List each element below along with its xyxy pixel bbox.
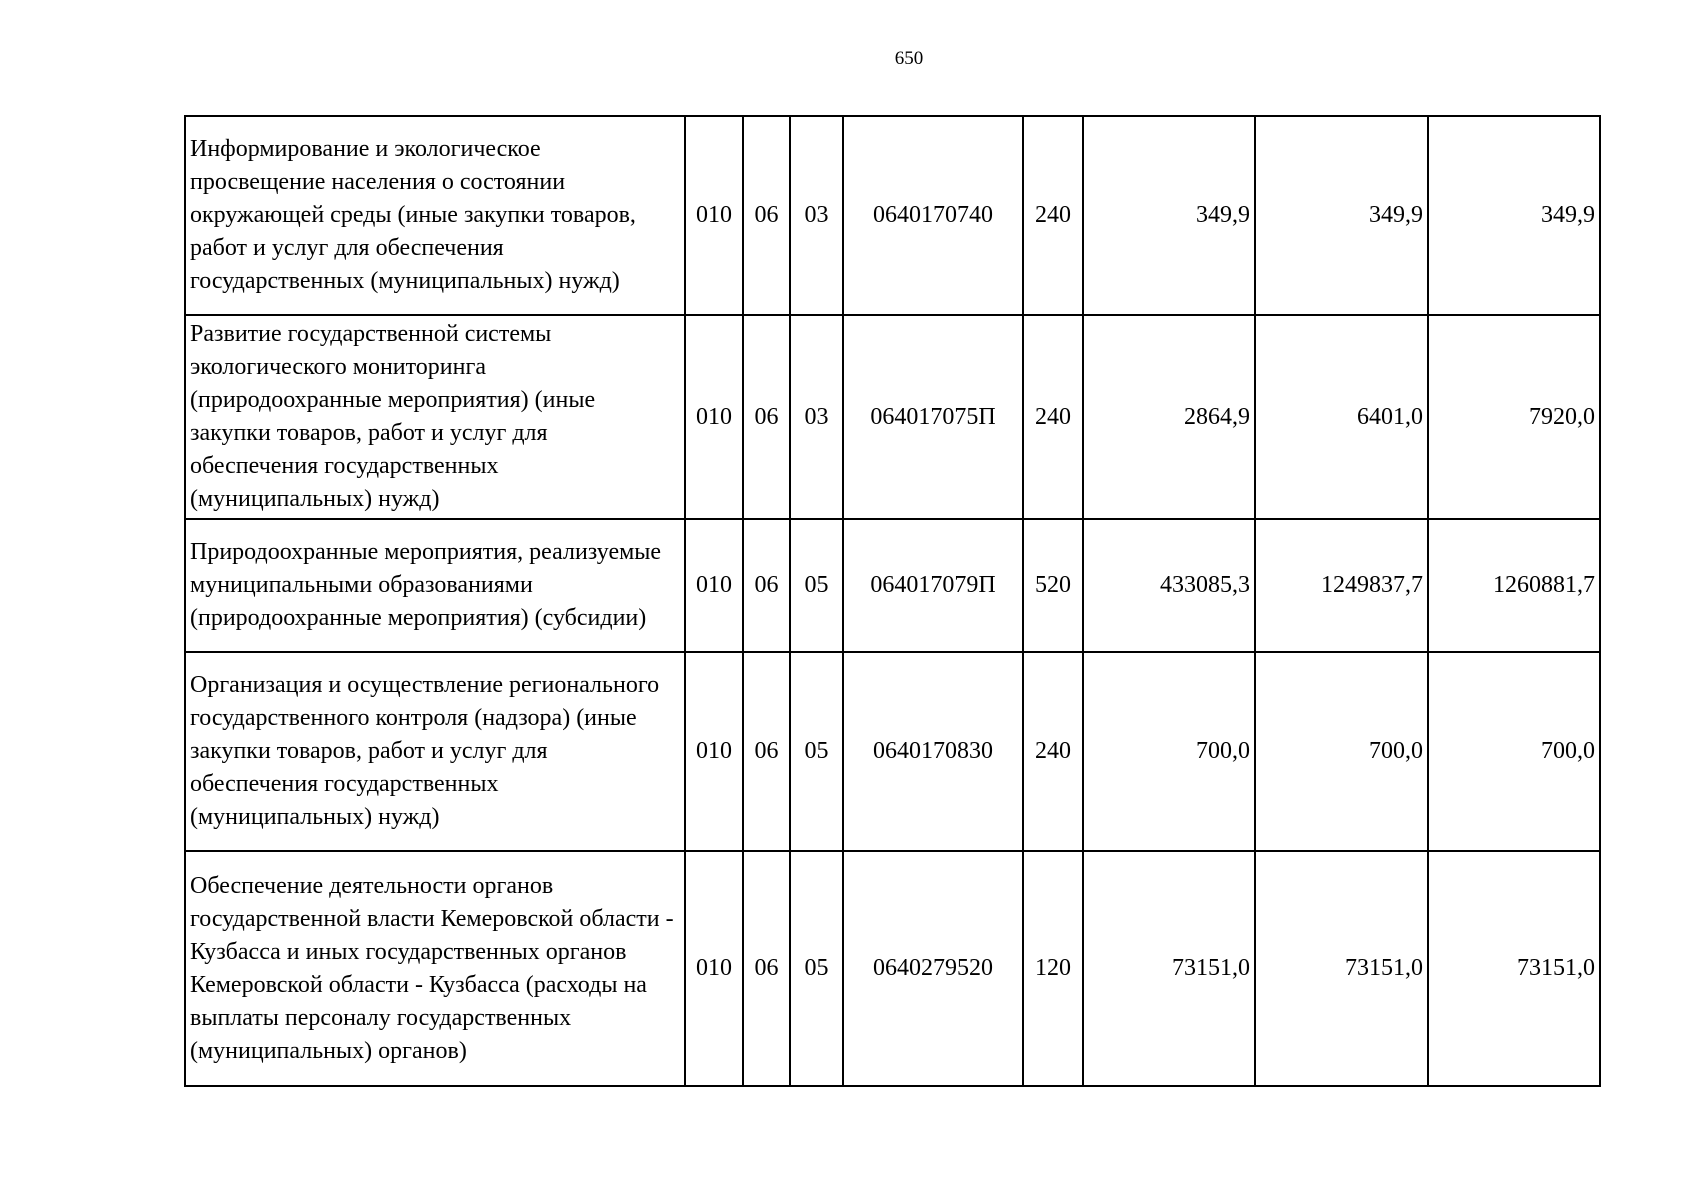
amount-year-3: 700,0 — [1428, 652, 1600, 851]
row-description: Информирование и экологическое просвещение населения о состоянии окружающей среды (иные закупки товаров, работ и услуг для обеспечения государственных (муниципальных) нужд) — [185, 116, 685, 315]
expense-type-code: 240 — [1023, 315, 1083, 519]
section-code: 06 — [743, 315, 790, 519]
amount-year-2: 349,9 — [1255, 116, 1428, 315]
row-description: Развитие государственной системы экологического мониторинга (природоохранные мероприятия) (иные закупки товаров, работ и услуг для обеспечения государственных (муниципальных) нужд) — [185, 315, 685, 519]
amount-year-3: 349,9 — [1428, 116, 1600, 315]
table-row — [185, 315, 1600, 519]
amount-year-2: 6401,0 — [1255, 315, 1428, 519]
amount-year-2: 73151,0 — [1255, 851, 1428, 1086]
target-article-code: 064017079П — [843, 519, 1023, 652]
amount-year-1: 2864,9 — [1083, 315, 1255, 519]
target-article-code: 0640170740 — [843, 116, 1023, 315]
table-row — [185, 116, 1600, 315]
expense-type-code: 120 — [1023, 851, 1083, 1086]
amount-year-3: 7920,0 — [1428, 315, 1600, 519]
expense-type-code: 240 — [1023, 116, 1083, 315]
expense-type-code: 240 — [1023, 652, 1083, 851]
table-row — [185, 652, 1600, 851]
amount-year-2: 700,0 — [1255, 652, 1428, 851]
expense-type-code: 520 — [1023, 519, 1083, 652]
ministry-code: 010 — [685, 116, 743, 315]
table-row — [185, 851, 1600, 1086]
ministry-code: 010 — [685, 519, 743, 652]
section-code: 06 — [743, 652, 790, 851]
section-code: 06 — [743, 116, 790, 315]
subsection-code: 05 — [790, 851, 843, 1086]
target-article-code: 064017075П — [843, 315, 1023, 519]
page-number: 650 — [894, 48, 924, 69]
subsection-code: 05 — [790, 652, 843, 851]
table-row — [185, 519, 1600, 652]
subsection-code: 03 — [790, 116, 843, 315]
row-description: Обеспечение деятельности органов государственной власти Кемеровской области - Кузбасса и иных государственных органов Кемеровской области - Кузбасса (расходы на выплаты персоналу государственных (муниципальных) органов) — [185, 851, 685, 1086]
target-article-code: 0640170830 — [843, 652, 1023, 851]
amount-year-3: 1260881,7 — [1428, 519, 1600, 652]
row-description: Организация и осуществление регионального государственного контроля (надзора) (иные закупки товаров, работ и услуг для обеспечения государственных (муниципальных) нужд) — [185, 652, 685, 851]
amount-year-1: 700,0 — [1083, 652, 1255, 851]
row-description: Природоохранные мероприятия, реализуемые муниципальными образованиями (природоохранные мероприятия) (субсидии) — [185, 519, 685, 652]
amount-year-2: 1249837,7 — [1255, 519, 1428, 652]
amount-year-1: 433085,3 — [1083, 519, 1255, 652]
subsection-code: 05 — [790, 519, 843, 652]
target-article-code: 0640279520 — [843, 851, 1023, 1086]
subsection-code: 03 — [790, 315, 843, 519]
section-code: 06 — [743, 519, 790, 652]
amount-year-1: 349,9 — [1083, 116, 1255, 315]
ministry-code: 010 — [685, 851, 743, 1086]
ministry-code: 010 — [685, 315, 743, 519]
ministry-code: 010 — [685, 652, 743, 851]
amount-year-1: 73151,0 — [1083, 851, 1255, 1086]
budget-table — [184, 115, 1601, 1087]
section-code: 06 — [743, 851, 790, 1086]
amount-year-3: 73151,0 — [1428, 851, 1600, 1086]
